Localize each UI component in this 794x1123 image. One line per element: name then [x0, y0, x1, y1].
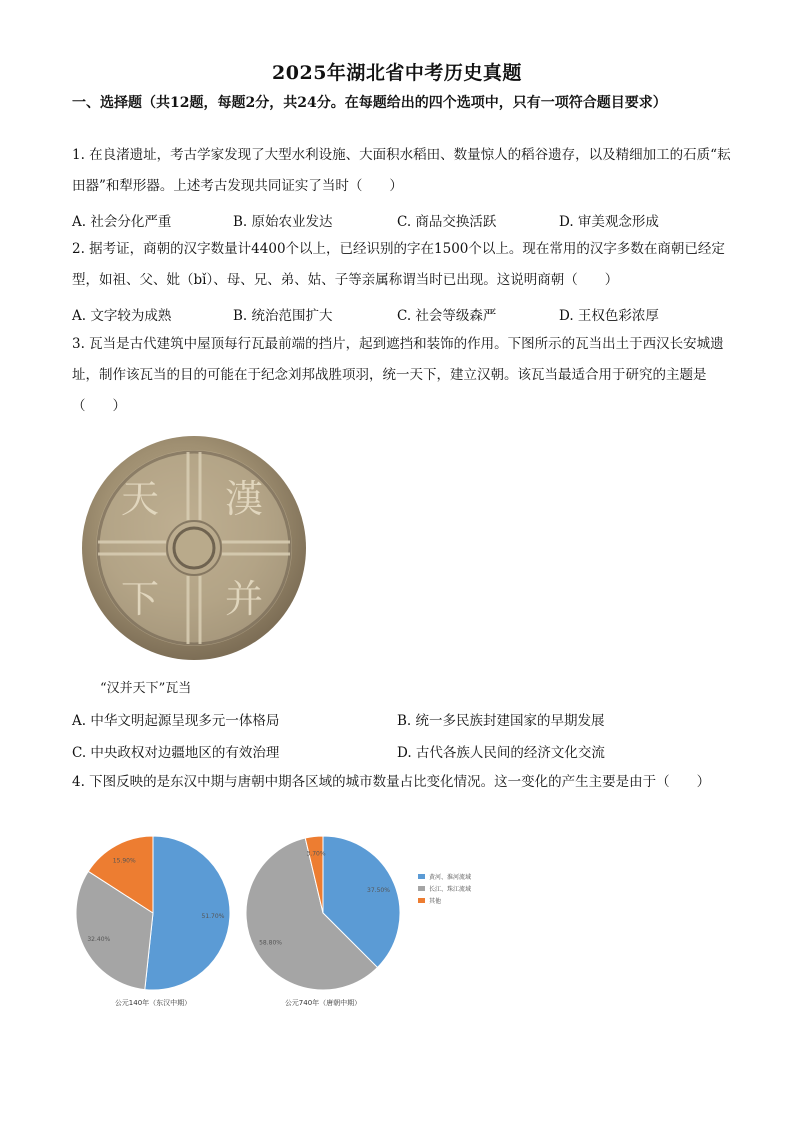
legend-swatch-1 [418, 874, 425, 879]
q3-option-c[interactable]: C. 中央政权对边疆地区的有效治理 [72, 745, 280, 761]
question-4-stem: 4. 下图反映的是东汉中期与唐朝中期各区域的城市数量占比变化情况。这一变化的产生主要是由于（ ） [72, 774, 711, 790]
wadang-char-4: 下 [120, 577, 160, 621]
wadang-char-3: 天 [120, 477, 160, 521]
pie2-caption: 公元740年（唐朝中期） [284, 999, 362, 1007]
q2-option-b[interactable]: B. 统治范围扩大 [233, 308, 333, 324]
q2-option-a[interactable]: A. 文字较为成熟 [72, 308, 172, 324]
question-1-options [72, 210, 732, 234]
q3-option-a[interactable]: A. 中华文明起源呈现多元一体格局 [72, 713, 280, 729]
pie2-label-2: 58.80% [259, 939, 282, 947]
legend-swatch-2 [418, 886, 425, 891]
pie1-label-1: 51.70% [201, 913, 225, 921]
question-1-stem: 1. 在良渚遗址，考古学家发现了大型水利设施、大面积水稻田、数量惊人的稻谷遗存，以及精细加工的石质“耘田器”和犁形器。上述考古发现共同证实了当时（ ） [72, 147, 731, 194]
wadang-char-2: 并 [224, 577, 264, 621]
legend-label-3: 其他 [429, 898, 442, 905]
q1-option-c[interactable]: C. 商品交换活跃 [397, 214, 497, 230]
question-2-options [72, 304, 732, 328]
question-3-options-row1 [72, 709, 732, 733]
q3-option-d[interactable]: D. 古代各族人民间的经济文化交流 [397, 745, 605, 761]
wadang-char-1: 漢 [224, 477, 264, 521]
chart-legend [418, 870, 518, 914]
wadang-image [78, 432, 310, 664]
question-2-stem: 2. 据考证，商朝的汉字数量计4400个以上，已经识别的字在1500个以上。现在常用的汉字多数在商朝已经定型，如祖、父、妣（bǐ）、母、兄、弟、姑、子等亲属称谓当时已出现。这说明商朝（ ） [72, 241, 725, 288]
pie1-label-2: 32.40% [87, 935, 111, 943]
image-caption: “汉并天下”瓦当 [100, 681, 192, 696]
q1-option-b[interactable]: B. 原始农业发达 [233, 214, 333, 230]
section-heading: 一、选择题（共12题，每题2分，共24分。在每题给出的四个选项中，只有一项符合题目要求） [72, 95, 667, 111]
q2-option-d[interactable]: D. 王权色彩浓厚 [559, 308, 659, 324]
q1-option-a[interactable]: A. 社会分化严重 [72, 214, 172, 230]
pie2-label-1: 37.50% [367, 887, 390, 895]
legend-label-2: 长江、珠江流域 [429, 886, 472, 893]
question-3-stem: 3. 瓦当是古代建筑中屋顶每行瓦最前端的挡片，起到遮挡和装饰的作用。下图所示的瓦当出土于西汉长安城遗址，制作该瓦当的目的可能在于纪念刘邦战胜项羽，统一天下，建立汉朝。该瓦当最适合用于研究的主题是（ ） [72, 336, 724, 414]
legend-label-1: 黄河、淮河流域 [429, 874, 472, 881]
q1-option-d[interactable]: D. 审美观念形成 [559, 214, 659, 230]
legend-swatch-3 [418, 898, 425, 903]
q3-option-b[interactable]: B. 统一多民族封建国家的早期发展 [397, 713, 605, 729]
page-title: 2025年湖北省中考历史真题 [272, 62, 522, 84]
pie2-label-3: 3.70% [306, 850, 326, 858]
question-3-options-row2 [72, 741, 732, 765]
pie1-caption: 公元140年（东汉中期） [114, 999, 192, 1007]
pie-charts [70, 830, 490, 1010]
pie1-label-3: 15.90% [112, 857, 136, 865]
q2-option-c[interactable]: C. 社会等级森严 [397, 308, 497, 324]
